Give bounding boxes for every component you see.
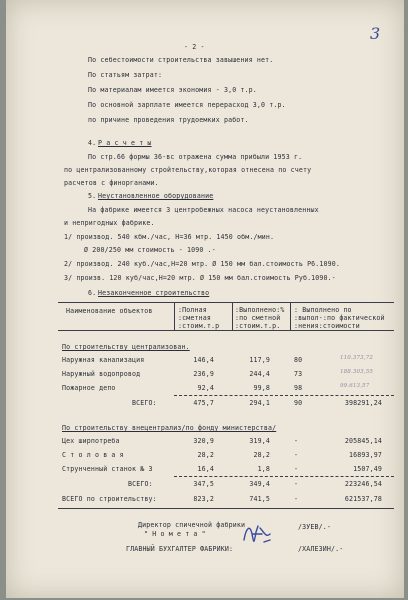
table-row-name: Цех ширпотреба [62,437,120,445]
signatory-name: /ЗУЕВ/.- [298,523,331,531]
section-5-number: 5. [88,192,97,200]
intro-line: По материалам имеется экономия - 3,0 т.р. [88,86,257,94]
table-row-full: 236,9 [193,370,214,378]
page-number: - 2 - [184,43,205,51]
total-label: ВСЕГО: [128,480,153,488]
table-row-name: Наружная канализация [62,356,145,364]
signatory-name: /ХАЛЕЗИН/.- [298,545,344,553]
column-header-spent: :Выполнено:% [235,306,285,314]
column-header-spent: :по сметной [235,314,281,322]
table-bottom-rule [58,508,394,509]
table-row-spent: 28,2 [253,451,270,459]
total-percent: 90 [294,399,303,407]
column-header-done: : Выполнено по [294,306,352,314]
section-6-heading: Незаконченное строительство [98,289,210,297]
table-row-name: Струнченный станок № 3 [62,465,153,473]
table-row-percent: - [294,465,299,473]
table-top-rule [58,302,394,303]
table-column-rule [174,302,175,330]
grand-total-done: 621537,78 [344,495,382,503]
total-done: 398291,24 [344,399,382,407]
table-column-rule [232,302,233,330]
total-full: 475,7 [193,399,214,407]
column-header-full-cost: :сметная [178,314,211,322]
pencil-note: 188.303,55 [340,369,373,375]
intro-line: По основной зарплате имеется перерасход 3,0 т.р. [88,101,286,109]
table-row-spent: 117,9 [249,356,270,364]
signatory-title: ГЛАВНЫЙ БУХГАЛТЕР ФАБРИКИ: [126,545,234,553]
subtotal-rule [174,476,394,477]
table-row-spent: 99,8 [253,384,270,392]
table-group-heading: По строительству централизован. [62,343,190,351]
column-header-done: :нения:стоимости [294,322,360,330]
table-row-percent: - [294,437,299,445]
table-row-spent: 319,4 [249,437,270,445]
section-4-line: расчетов с финорганами. [64,179,159,187]
grand-total-percent: - [294,495,299,503]
signatory-title: Директор спичечной фабрики [138,521,246,529]
section-4-line: По стр.66 формы 36-вс отражена сумма прибыли 1953 г. [88,153,303,161]
section-4-heading: Р а с ч е т ы [98,139,152,147]
pencil-note: 110.373,72 [340,355,373,361]
table-row-full: 146,4 [193,356,214,364]
section-5-line: 1/ производ. 540 кбм./час, Н=36 мтр. 1450 обм./мин. [64,233,275,241]
intro-line: по причине проведения трудоемких работ. [88,116,249,124]
section-5-line: и непригодных фабрике. [64,219,155,227]
table-row-full: 92,4 [197,384,214,392]
intro-line: По себестоимости строительства завышения нет. [88,56,274,64]
subtotal-rule [174,395,394,396]
table-group-heading: По строительству внецентрализ/по фонду министерства/ [62,424,277,432]
document-page [6,0,404,598]
total-label: ВСЕГО: [132,399,157,407]
table-row-percent: 98 [294,384,303,392]
signatory-title: " Н о м е т а " [144,530,206,538]
table-row-spent: 244,4 [249,370,270,378]
pencil-note: 99.613,57 [340,383,370,389]
table-column-rule [290,302,291,330]
total-done: 223246,54 [344,480,382,488]
total-full: 347,5 [193,480,214,488]
intro-line: По статьям затрат: [88,71,163,79]
table-row-percent: 73 [294,370,303,378]
table-row-percent: 80 [294,356,303,364]
table-row-name: Наружный водопровод [62,370,141,378]
grand-total-label: ВСЕГО по строительству: [62,495,157,503]
column-header-spent: :стоим.т.р. [235,322,281,330]
table-row-name: Пожарное депо [62,384,116,392]
column-header-done: :выпол-:по фактической [294,314,385,322]
handwritten-signature [240,520,276,548]
total-spent: 294,1 [249,399,270,407]
section-5-line: На фабрике имеется 3 центробежных насоса неустановленных [88,206,319,214]
section-4-number: 4. [88,139,97,147]
section-5-heading: Неустановленное оборудование [98,192,214,200]
table-header-rule [58,330,394,331]
table-row-full: 28,2 [197,451,214,459]
total-spent: 349,4 [249,480,270,488]
table-row-done: 1507,49 [353,465,382,473]
section-5-line: Ø 200/250 мм стоимость - 1090 .- [84,246,216,254]
table-row-spent: 1,8 [257,465,270,473]
table-row-done: 16893,97 [349,451,382,459]
section-5-line: 3/ произв. 120 куб/час,Н=20 мтр. Ø 150 мм бал.стоимость Руб.1090.- [64,274,336,282]
section-5-line: 2/ производ. 240 куб./час,Н=20 мтр. Ø 150 мм бал.стоимость Р6.1090. [64,260,341,268]
column-header-name: Наименование объектов [66,307,153,315]
table-row-full: 16,4 [197,465,214,473]
grand-total-spent: 741,5 [249,495,270,503]
column-header-full-cost: :стоим.т.р [178,322,220,330]
total-percent: - [294,480,299,488]
column-header-full-cost: :Полная [178,306,207,314]
section-6-number: 6. [88,289,97,297]
archive-page-number: 3 [370,24,381,43]
table-row-full: 320,9 [193,437,214,445]
table-row-done: 205845,14 [344,437,382,445]
table-row-name: С т о л о в а я [62,451,124,459]
grand-total-full: 823,2 [193,495,214,503]
section-4-line: по централизованному стройтельству,которая отнесена по счету [64,166,312,174]
table-row-percent: - [294,451,299,459]
